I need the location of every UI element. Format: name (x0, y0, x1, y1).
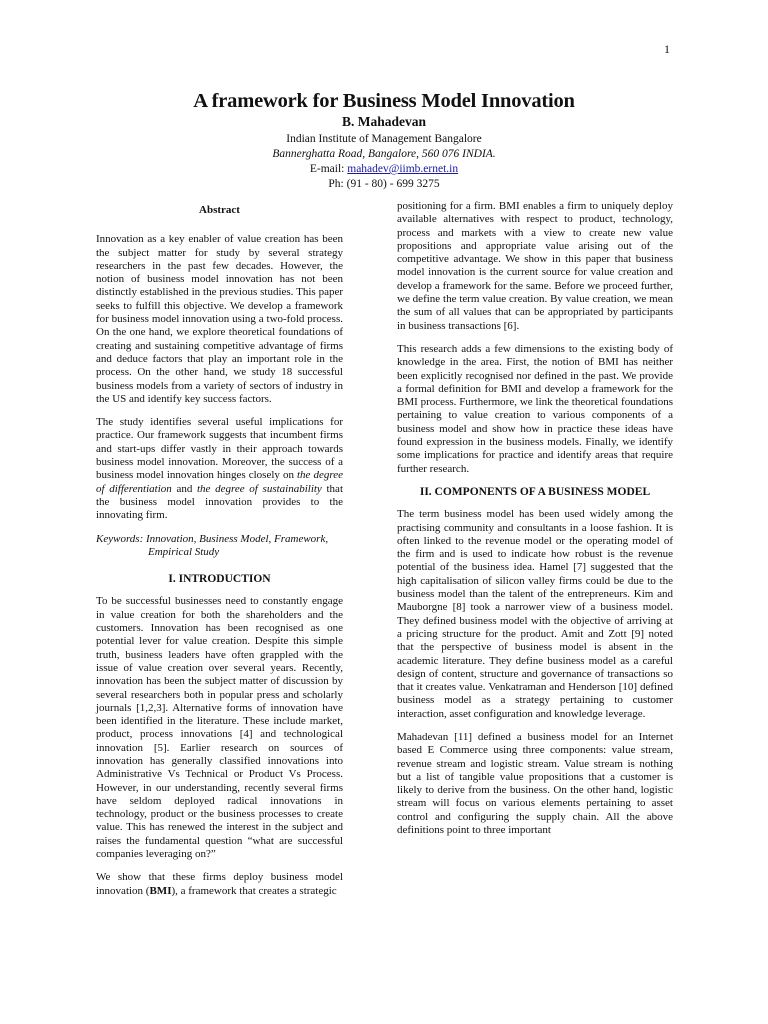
bold-term: BMI (149, 884, 172, 897)
affiliation-address: Bannerghatta Road, Bangalore, 560 076 INDIA. (272, 148, 496, 160)
affiliation-phone: Ph: (91 - 80) - 699 3275 (328, 178, 440, 190)
body-paragraph: The term business model has been used widely among the practising community and consultants in a loose fashion. It is often linked to the revenue model or the operating model of the firm and is used to indicate how robust is the revenue potential of the business idea. Hamel [7] suggested that the high capitalisation of silicon valley firms could be due to the business model than the talent of the entrepreneurs. Kim and Mauborgne [8] took a narrower view of a business model. They defined business model with the objective of arriving at a pricing structure for the product. Amit and Zott [9] noted that the perspective of business model is absent in the academic literature. They define business model as a careful design of content, structure and governance of transactions so that it creates value. Venkatraman and Henderson [10] defined business model as a strategy pertaining to customer interaction, asset configuration and knowledge leverage. (397, 508, 673, 720)
abstract-paragraph: The study identifies several useful implications for practice. Our framework suggests that incumbent firms and start-ups differ vastly in their approach towards business model innovation. Moreover, the success of a business model innovation hinges closely on the degree of differentiation and the degree of sustainability that the business model innovation provides to the innovating firm. (96, 416, 343, 522)
body-paragraph: Mahadevan [11] defined a business model for an Internet based E Commerce using three components: value stream, revenue stream and logistic stream. Value stream is nothing but a list of tangible value propositions that a customer is likely to derive from the business. On the other hand, logistic stream will focus on various elements pertaining to asset control and configuring the supply chain. All the above definitions point to three important (397, 730, 673, 837)
intro-paragraph: We show that these firms deploy business model innovation (BMI), a framework that creates a strategic (96, 871, 343, 897)
section-heading-components: II. COMPONENTS OF A BUSINESS MODEL (419, 485, 651, 498)
abstract-paragraph: Innovation as a key enabler of value creation has been the subject matter for study by several strategy researchers in the past few decades. However, the notion of business model innovation has not been distinctly established in the previous studies. This paper seeks to fulfill this objective. We develop a framework for business model innovation using a two-fold process. On the one hand, we explore theoretical foundations of creating and sustaining competitive advantage of firms and deduce factors that play an important role in the process. On the other hand, we study 18 successful business models from a variety of sectors of industry in the US and identify key success factors. (96, 233, 343, 405)
body-paragraph: positioning for a firm. BMI enables a firm to uniquely deploy available alternatives with respect to product, technology, process and markets with a view to create new value propositions and appropriate value arising out of the competitive advantage. We show in this paper that business model innovation is the current source for value creation and develop a framework for the same. Before we proceed further, we define the term value creation. By value creation, we mean the sum of all values that can be appropriated by participants in business transactions [6]. (397, 200, 673, 332)
body-paragraph: This research adds a few dimensions to the existing body of knowledge in the area. First, the notion of BMI has neither been explicitly recognised nor defined in the past. We provide a formal definition for BMI and develop a framework for the BMI process. Furthermore, we link the theoretical foundations pertaining to value creation to various components of a business model and show how in practice these ideas have found expression in the business models. Finally, we identify some implications for practice and identify areas that require further research. (397, 342, 673, 475)
abstract-heading: Abstract (199, 204, 240, 216)
left-column (96, 200, 343, 908)
emphasis-text: the degree of differentiation (96, 469, 343, 495)
affiliation-institute: Indian Institute of Management Bangalore (286, 133, 482, 145)
intro-paragraph: To be successful businesses need to constantly engage in value creation for both the shareholders and the customers. Innovation has been recognised as one potential lever for value creation. Despite this simple truth, business leaders have often grappled with the issue of value creation over several years. Recently, innovation has been the subject matter of discussion by several researchers both in popular press and scholarly journals [1,2,3]. Alternative forms of innovation have been identified in the literature. These include market, product, process innovations [4] and technological innovation [5]. Earlier research on sources of innovation has generally classified innovations into Administrative Vs Technical or Product Vs Process. However, in our understanding, recently several firms have seldom deployed radical innovations in technology, product or the business processes to create value. This has renewed the interest in the subject and raises the fundamental question “what are successful companies leveraging on?” (96, 595, 343, 861)
author-name: B. Mahadevan (341, 114, 426, 129)
email-link[interactable]: mahadev@iimb.ernet.in (347, 163, 459, 175)
affiliation-email-line (0, 162, 768, 177)
paper-title: A framework for Business Model Innovation (193, 90, 575, 112)
keywords-line: Empirical Study (148, 545, 220, 558)
keywords-line: Keywords: Innovation, Business Model, Framework, (96, 532, 329, 545)
email-label: E-mail: (309, 163, 348, 175)
section-heading-introduction: I. INTRODUCTION (168, 573, 271, 586)
right-column (397, 200, 673, 847)
emphasis-text: the degree of sustainability (197, 482, 322, 495)
page-number: 1 (664, 42, 670, 56)
keywords (96, 533, 343, 560)
